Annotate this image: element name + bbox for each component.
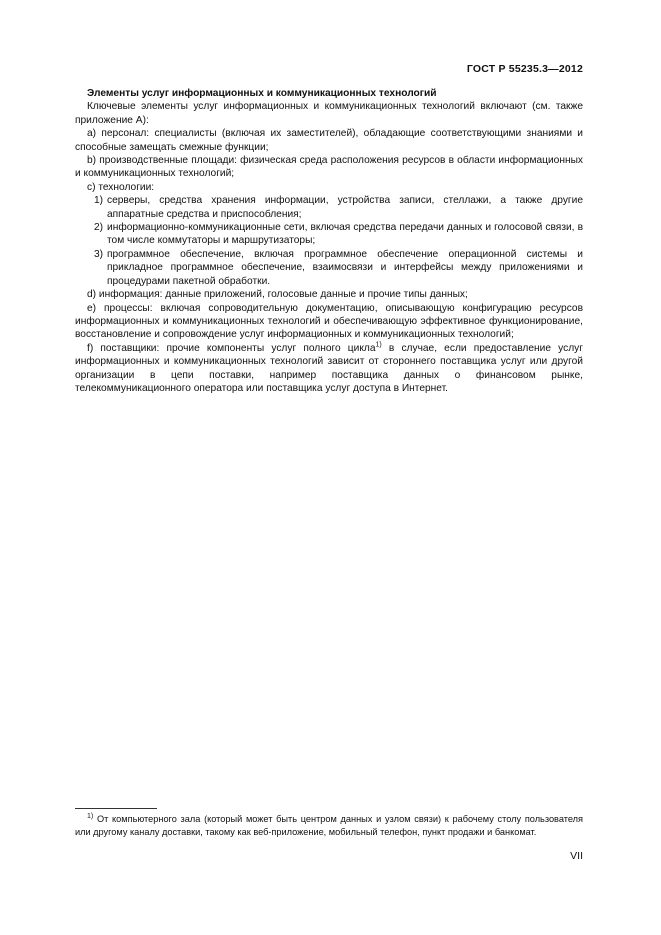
document-header: ГОСТ Р 55235.3—2012 — [466, 63, 583, 75]
document-body — [75, 87, 583, 395]
list-item-b — [75, 154, 583, 181]
list-item-e-text: е) процессы: включая сопроводительную документацию, описывающую конфигурацию ресурсов информационных и коммуникационных технологий и обеспечивающую эффективное функционирование, восстановление и сопровождение услуг информационных и коммуникационных технологий; — [75, 302, 583, 341]
list-item-c-text: с) технологии: — [87, 181, 155, 193]
sublist-item-2-number: 2) — [93, 222, 103, 234]
list-item-f-text-part2: в случае, если предоставление услуг информационных и коммуникационных технологий зависит от стороннего поставщика услуг или другой организации в цепи поставки, например поставщика данных о финансовом рынке, телекоммуникационного оператора или поставщика услуг доступа в Интернет. — [75, 342, 583, 394]
sublist-item-1 — [75, 194, 583, 221]
list-item-f-text-part1: f) поставщики: прочие компоненты услуг полного цикла — [87, 342, 376, 354]
sublist-item-2 — [75, 221, 583, 248]
list-item-b-text: b) производственные площади: физическая среда расположения ресурсов в области информационных и коммуникационных технологий; — [75, 155, 583, 180]
list-item-d-text: d) информация: данные приложений, голосовые данные и прочие типы данных; — [87, 289, 468, 301]
sublist-item-3-number: 3) — [93, 248, 103, 260]
footnote-divider — [75, 808, 157, 809]
section-heading — [75, 87, 583, 100]
intro-paragraph — [75, 100, 583, 127]
sublist-item-1-number: 1) — [93, 195, 103, 207]
list-item-f — [75, 342, 583, 396]
list-item-e — [75, 302, 583, 342]
section-heading-text: Элементы услуг информационных и коммуникационных технологий — [87, 88, 437, 99]
list-item-c — [75, 181, 583, 194]
footnote — [75, 813, 583, 839]
list-item-a-text: а) персонал: специалисты (включая их заместителей), обладающие соответствующими знаниями и способные замещать смежные функции; — [75, 128, 583, 153]
page-number: VII — [570, 850, 583, 862]
footnote-text: От компьютерного зала (который может быть центром данных и узлом связи) к рабочему столу пользователя или другому каналу доставки, такому как веб-приложение, мобильный телефон, пункт продажи и банкомат. — [75, 814, 583, 837]
list-item-d — [75, 288, 583, 301]
intro-text: Ключевые элементы услуг информационных и коммуникационных технологий включают (см. также приложение А): — [75, 101, 583, 126]
sublist-item-3-text: программное обеспечение, включая программное обеспечение операционной системы и прикладное программное обеспечение, взаимосвязи и интерфейсы между приложениями и процедурами пакетной обработки. — [107, 248, 583, 287]
sublist-item-1-text: серверы, средства хранения информации, устройства записи, стеллажи, а также другие аппаратные средства и приспособления; — [107, 195, 583, 220]
footnote-mark: 1) — [87, 812, 94, 820]
footnote-reference: 1) — [375, 341, 382, 349]
sublist-item-3 — [75, 248, 583, 288]
list-item-a — [75, 127, 583, 154]
sublist-item-2-text: информационно-коммуникационные сети, включая средства передачи данных и голосовой связи, в том числе коммутаторы и маршрутизаторы; — [107, 222, 583, 247]
